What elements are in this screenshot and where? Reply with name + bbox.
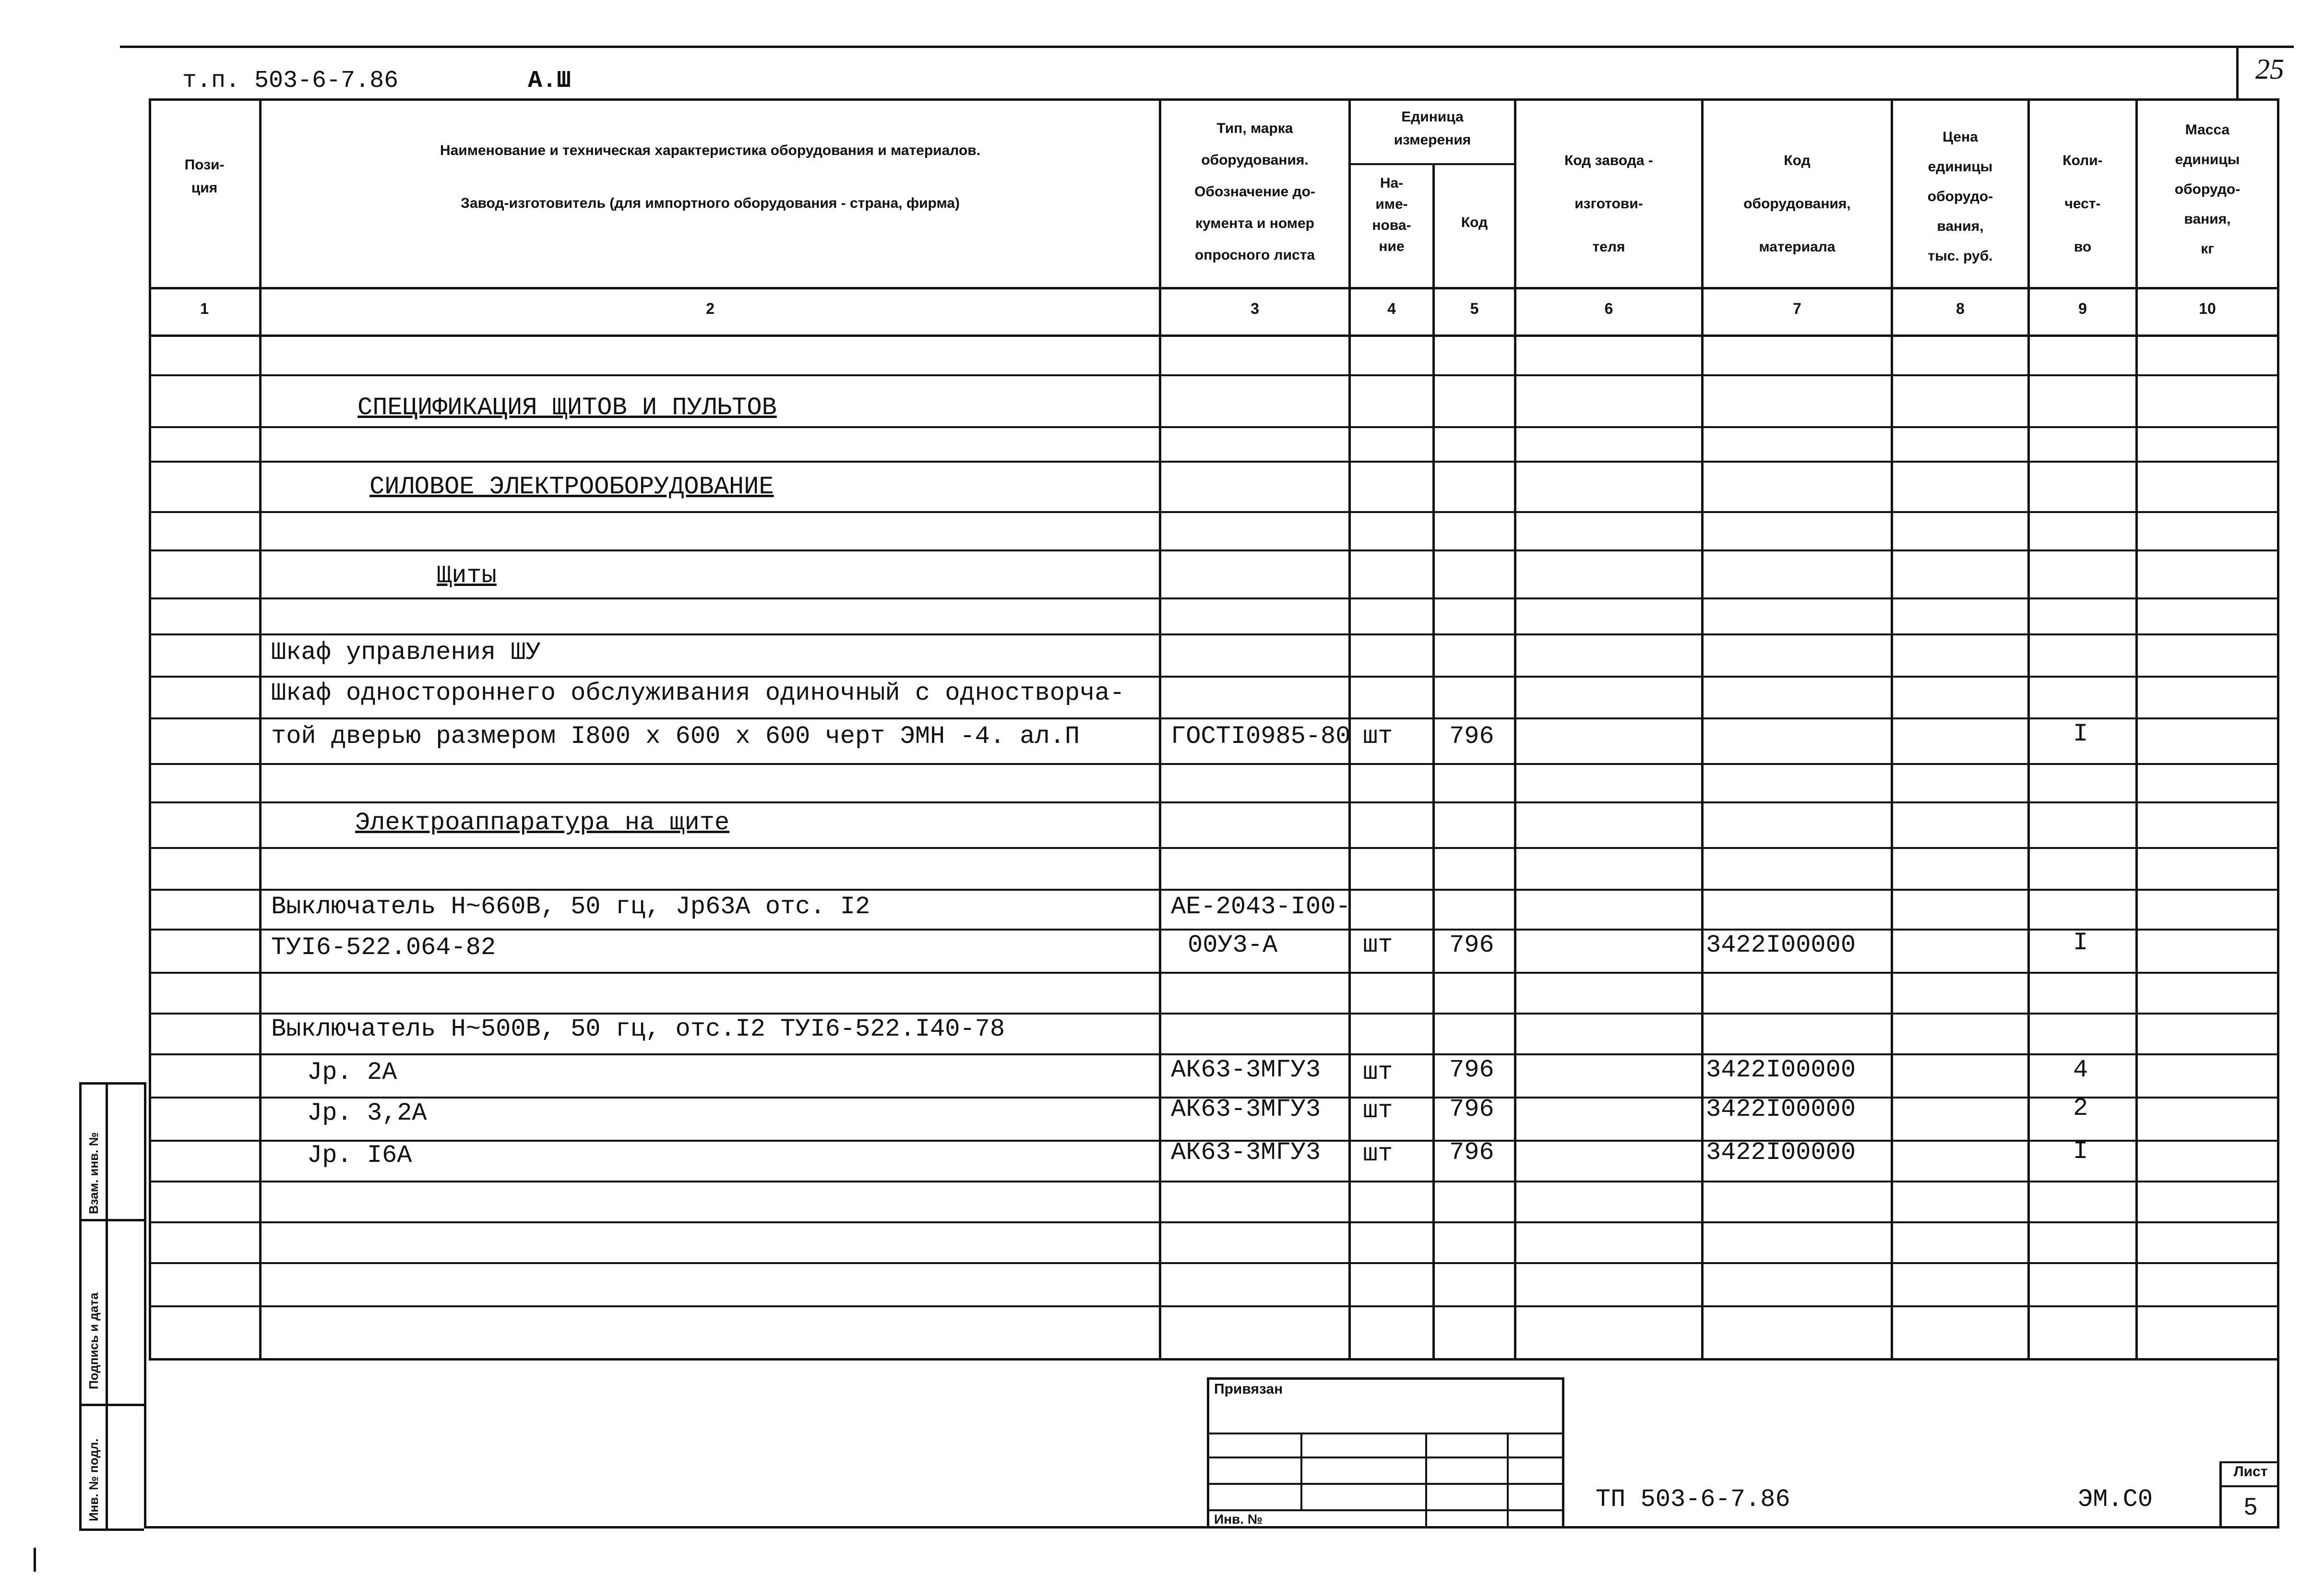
colnum-1: 1 — [200, 300, 209, 317]
cabinet-unit-code: 796 — [1449, 722, 1494, 751]
section-title-power: СИЛОВОЕ ЭЛЕКТРООБОРУДОВАНИЕ — [369, 473, 774, 501]
header-price: Цена единицы оборудо- вания, тыс. руб. — [1927, 129, 1993, 264]
row-line — [149, 929, 2279, 931]
switch1-quantity: I — [2073, 929, 2088, 957]
stamp-box-line — [1207, 1509, 1562, 1511]
row-line — [149, 597, 2279, 599]
stamp-box-col — [1425, 1433, 1427, 1528]
colnum-9: 9 — [2078, 300, 2087, 317]
header-type: Тип, марка оборудования. Обозначение до- кумента и номер опросного листа — [1194, 120, 1315, 263]
side-label-signature: Подпись и дата — [86, 1292, 101, 1389]
switch1-unit-code: 796 — [1449, 931, 1494, 959]
cabinet-desc-line2: той дверью размером I800 х 600 х 600 черт ЭМН -4. ал.П — [271, 722, 1080, 751]
stamp-box-line — [1207, 1457, 1562, 1458]
col-line-10 — [2277, 98, 2279, 1361]
colnum-6: 6 — [1604, 300, 1613, 317]
sub-item-type: АК63-3МГУ3 — [1171, 1138, 1321, 1167]
cabinet-type: ГОСТI0985-80 — [1171, 722, 1351, 751]
col-line-7 — [1891, 98, 1893, 1361]
colnum-7: 7 — [1793, 300, 1801, 317]
sheet-box-top — [2219, 1461, 2277, 1463]
sub-item-equipment-code: 3422I00000 — [1706, 1138, 1856, 1167]
sheet-box-left — [2219, 1461, 2222, 1528]
colnum-3: 3 — [1251, 300, 1259, 317]
stamp-box-line — [1207, 1483, 1562, 1485]
sheet-bottom-border — [144, 1526, 2277, 1528]
cabinet-desc-line1: Шкаф одностороннего обслуживания одиночный с одностворча- — [271, 679, 1125, 707]
sub-item-equipment-code: 3422I00000 — [1706, 1095, 1856, 1123]
side-stamp-divider — [79, 1219, 144, 1221]
sheet-right-border — [2277, 1358, 2279, 1528]
header-mass: Масса единицы оборудо- вания, кг — [2174, 122, 2241, 257]
sub-item-unit: шт — [1363, 1097, 1393, 1125]
sub-item-desc: Jр. 3,2А — [307, 1099, 427, 1127]
col-line-0 — [149, 98, 151, 1361]
album-label: А.Ш — [528, 67, 572, 95]
header-name-line2: Завод-изготовитель (для импортного оборудования - страна, фирма) — [461, 195, 960, 211]
sub-item-code: 796 — [1449, 1138, 1494, 1167]
side-stamp-mid — [106, 1082, 108, 1528]
colnum-bottom-border — [149, 334, 2279, 337]
row-line — [149, 426, 2279, 428]
row-line — [149, 889, 2279, 891]
side-stamp-top — [79, 1082, 144, 1085]
header-factory-code: Код завода - изготови- теля — [1564, 153, 1653, 255]
colnum-8: 8 — [1956, 300, 1965, 317]
sub-item-code: 796 — [1449, 1056, 1494, 1084]
sub-item-desc: Jр. I6А — [307, 1141, 412, 1170]
table-bottom-border — [149, 1358, 2279, 1361]
side-stamp-right — [144, 1082, 146, 1528]
row-line — [149, 1013, 2279, 1015]
row-line — [149, 847, 2279, 849]
side-label-replace: Взам. инв. № — [86, 1132, 101, 1214]
sub-item-quantity: I — [2073, 1137, 2088, 1166]
row-line — [149, 1305, 2279, 1307]
sub-item-unit: шт — [1363, 1140, 1393, 1168]
stamp-box-line — [1207, 1433, 1562, 1434]
cabinet-unit: шт — [1363, 722, 1393, 751]
header-unit-name: На- име- нова- ние — [1372, 175, 1411, 254]
sub-item-quantity: 4 — [2073, 1056, 2088, 1084]
switch1-unit: шт — [1363, 931, 1393, 959]
page-number: 25 — [2255, 53, 2284, 85]
switch1-desc-line2: ТУI6-522.064-82 — [271, 933, 496, 962]
row-line — [149, 1053, 2279, 1055]
side-stamp-divider — [79, 1404, 144, 1406]
sub-item-code: 796 — [1449, 1095, 1494, 1123]
stamp-box-top — [1207, 1377, 1562, 1380]
stamp-box-col — [1507, 1433, 1509, 1528]
sub-item-equipment-code: 3422I00000 — [1706, 1056, 1856, 1084]
sub-item-type: АК63-3МГУ3 — [1171, 1095, 1321, 1123]
switch1-type-line2: 00У3-А — [1188, 931, 1278, 959]
row-line — [149, 1181, 2279, 1182]
colnum-5: 5 — [1470, 300, 1479, 317]
stamp-inv-label: Инв. № — [1214, 1512, 1263, 1527]
section-title-shields: Щиты — [437, 561, 497, 590]
top-border-line — [120, 46, 2294, 48]
header-unit-code: Код — [1461, 215, 1488, 230]
sheet-box-divider — [2219, 1485, 2277, 1487]
cabinet-quantity: I — [2073, 720, 2088, 748]
row-line — [149, 763, 2279, 765]
sheet-label: Лист — [2233, 1464, 2268, 1480]
colnum-10: 10 — [2199, 300, 2216, 317]
row-line — [149, 511, 2279, 513]
side-stamp-bottom — [79, 1528, 144, 1531]
stamp-privyazan-label: Привязан — [1214, 1381, 1283, 1397]
header-bottom-border — [149, 287, 2279, 289]
header-quantity: Коли- чест- во — [2062, 153, 2103, 255]
section-title-spec: СПЕЦИФИКАЦИЯ ЩИТОВ И ПУЛЬТОВ — [358, 394, 777, 422]
switch2-desc: Выключатель Н~500В, 50 гц, отс.I2 ТУI6-522.I40-78 — [271, 1015, 1005, 1043]
switch1-type-line1: АЕ-2043-I00- — [1171, 893, 1351, 921]
section-title-apparatus: Электроаппаратура на щите — [355, 809, 730, 837]
col-line-1 — [259, 98, 262, 1361]
col-line-2 — [1159, 98, 1161, 1361]
sub-item-unit: шт — [1363, 1058, 1393, 1087]
margin-mark — [34, 1548, 36, 1572]
row-line — [149, 633, 2279, 635]
doc-code: т.п. 503-6-7.86 — [182, 67, 399, 95]
row-line — [149, 801, 2279, 803]
page-number-divider — [2236, 46, 2239, 98]
row-line — [149, 676, 2279, 678]
sheet-number: 5 — [2244, 1493, 2257, 1520]
row-line — [149, 717, 2279, 719]
col-line-6 — [1701, 98, 1704, 1361]
side-label-inventory: Инв. № подл. — [86, 1438, 101, 1521]
header-equipment-code: Код оборудования, материала — [1743, 153, 1851, 255]
sub-item-desc: Jр. 2А — [307, 1058, 397, 1087]
colnum-4: 4 — [1387, 300, 1396, 317]
unit-group-divider — [1348, 163, 1514, 165]
header-name-line1: Наименование и техническая характеристика оборудования и материалов. — [440, 143, 981, 158]
col-line-9 — [2135, 98, 2138, 1361]
header-position: Пози- ция — [184, 157, 225, 196]
switch1-desc-line1: Выключатель Н~660В, 50 гц, Jр63А отс. I2 — [271, 893, 870, 921]
title-doc-code: ТП 503-6-7.86 — [1596, 1485, 1790, 1514]
row-line — [149, 461, 2279, 463]
cabinet-name: Шкаф управления ШУ — [271, 638, 541, 667]
stamp-box-left — [1207, 1377, 1209, 1528]
sub-item-type: АК63-3МГУ3 — [1171, 1056, 1321, 1084]
row-line — [149, 1262, 2279, 1264]
title-mark: ЭМ.С0 — [2078, 1485, 2153, 1514]
row-line — [149, 972, 2279, 974]
header-unit-group: Единица измерения — [1394, 109, 1471, 148]
row-line — [149, 549, 2279, 551]
stamp-box-col — [1300, 1433, 1302, 1509]
row-line — [149, 1221, 2279, 1223]
switch1-equipment-code: 3422I00000 — [1706, 931, 1856, 959]
row-line — [149, 374, 2279, 376]
sub-item-quantity: 2 — [2073, 1094, 2088, 1122]
stamp-box-right — [1562, 1377, 1564, 1528]
side-stamp-left — [79, 1082, 82, 1528]
col-line-5 — [1514, 98, 1516, 1361]
colnum-2: 2 — [706, 300, 715, 317]
table-top-border — [149, 98, 2279, 101]
col-line-8 — [2027, 98, 2030, 1361]
